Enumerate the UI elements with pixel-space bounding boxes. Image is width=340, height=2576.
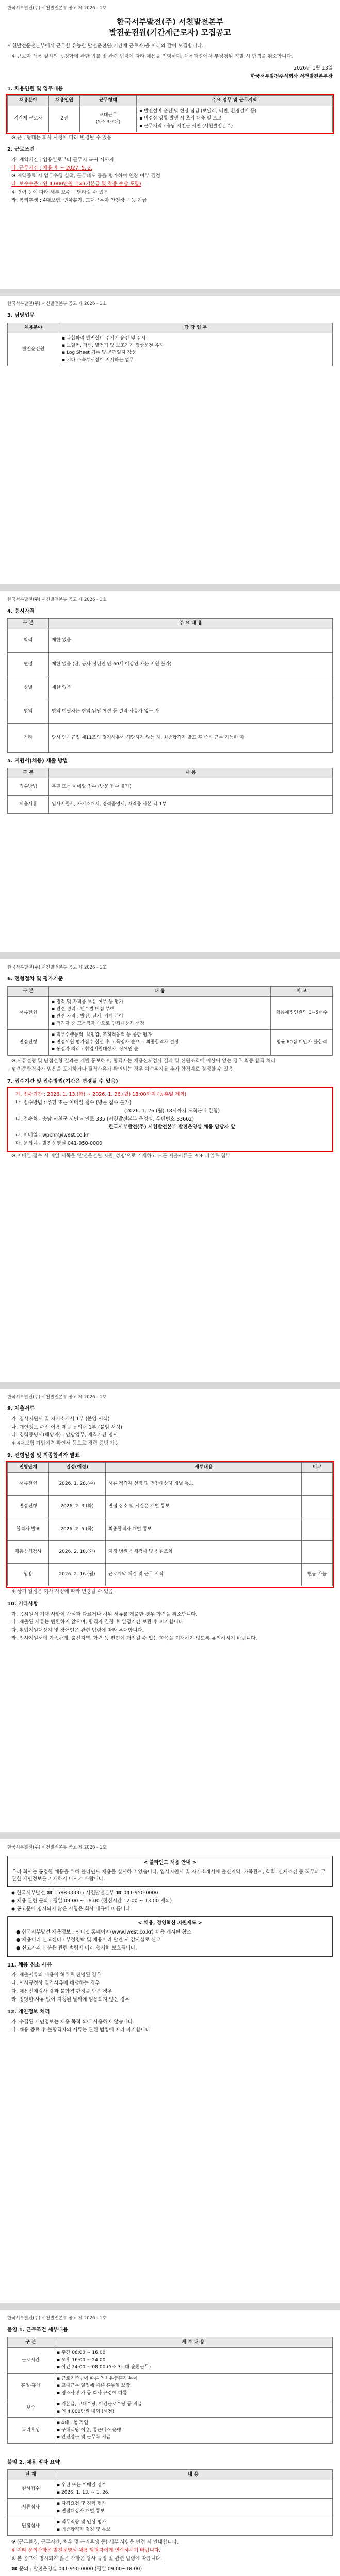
submission-table	[7, 768, 333, 814]
table-row: 서류전형 ▪ 경력 및 자격증 보유 여부 등 평가 ▪ 관련 경력 : 년수별 배점 부여 ▪ 관련 자격 : 발전, 전기, 기계 분야 ▪ 적격자 중 고득점자 순으로 면접대상자 선정 채용예정인원의 3~5배수	[8, 996, 333, 1029]
table-row	[8, 333, 333, 366]
table-row: 접수방법 우편 또는 이메일 접수 (방문 접수 불가)	[8, 778, 333, 796]
th: 담 당 업 무	[59, 323, 333, 333]
table-row	[8, 106, 333, 132]
page-4	[0, 959, 340, 1382]
cond-item: 라. 복리후생 : 4대보험, 연차휴가, 교대근무자 안전장구 등 지급	[11, 197, 147, 204]
td-duties: ▪ 발전설비 운전 및 현장 점검 (보일러, 터빈, 환경설비 등) ▪ 비정상 상황 발생 시 초기 대응 및 보고 ▪ 근무지역 : 충남 서천군 서면 (서천발전본부)	[137, 106, 333, 132]
th: 일정(예정)	[49, 1463, 106, 1473]
conditions-table	[7, 2337, 333, 2444]
th: 주요 업무 및 근무지역	[137, 96, 333, 106]
section-title: 12. 개인정보 처리	[7, 2009, 50, 2015]
table-row: 서류전형 2026. 1. 28.(수) 서류 적격자 선정 및 면접대상자 개별 통보	[8, 1473, 333, 1496]
note-item: ※ 서류전형 및 면접전형 결과는 개별 통보하며, 합격자는 채용신체검사 결과 및 신원조회에 이상이 없는 경우 최종 합격 처리	[11, 1058, 276, 1064]
page-header: 한국서부발전(주) 서천발전본부 공고 제 2026 - 1호	[7, 965, 107, 970]
table-row: 병역 병역 미필자는 현역 입영 예정 등 결격 사유가 없는 자	[8, 700, 333, 723]
date-block	[7, 65, 333, 80]
section-title: 5. 지원서(채용) 제출 방법	[7, 758, 68, 764]
td-field: 발전운전원	[8, 333, 59, 366]
table-row: 임용 2026. 2. 16.(월) 근로계약 체결 및 근무 시작 변동 가능	[8, 1564, 333, 1586]
table-row: 휴일·휴가 ▪ 근로기준법에 따른 연차유급휴가 부여 ▪ 교대근무 일정에 따른 휴무일 보장 ▪ 경조사 휴가 등 회사 규정에 따름	[8, 2374, 333, 2399]
section-title: 10. 기타사항	[7, 1601, 38, 1607]
th: 구 분	[8, 768, 49, 778]
th: 단 계	[8, 2469, 54, 2480]
intro-notice: ※ 근로자 채용 절차의 공정화에 관한 법률 및 관련 법령에 따라 채용을 진행하며, 채용과정에서 부정행위 적발 시 합격을 취소합니다.	[11, 53, 293, 59]
table-row: 학력 제한 없음	[8, 629, 333, 652]
section-title: 2. 근로조건	[7, 147, 35, 153]
td-duties: ▪ 복합화력 발전설비 주기기 운전 및 감시 ▪ 보일러, 터빈, 발전기 및 보조기기 정상운전 유지 ▪ Log Sheet 기록 및 운전일지 작성 ▪ 기타 소속부서장이 지시하는 업무	[59, 333, 333, 366]
section-title: 8. 제출서류	[7, 1406, 35, 1412]
table-row: 면접전형 2026. 2. 3.(화) 면접 장소 및 시간은 개별 통보	[8, 1496, 333, 1518]
note-item: ※ 이메일 접수 시 메일 제목을 '발전운전원 지원_성명'으로 기재하고 모든 제출서류를 PDF 파일로 첨부	[11, 1153, 231, 1159]
table-row: 합격자 발표 2026. 2. 5.(목) 최종합격자 개별 통보	[8, 1518, 333, 1541]
page-7: 한국서부발전(주) 서천발전본부 공고 제 2026 - 1호 붙임 1. 근무조건 세부내용 구 분 세 부 내 용 근로시간 ▪ 주간 08:00 ~ 16:00 ▪ 오후 16:00 ~ 24:00 ▪ 야간 24:00 ~ 08:00 (5조 3교대 순환근무) 휴일·휴가 ▪ 근로기준법에 따른 연차유급휴가 부여 ▪ 교대근무 일정에 따른 휴무일 보장 ▪ 경조사 휴가 등 회사 규정에 따름 보수 ▪ 기본급, 교대수당, 야간근로수당 등 지급 ▪ 연 4,000만원 내외 (세전) 복리후생 ▪ 4대보험 가입 ▪ 구내식당 이용, 통근버스 운행 ▪ 안전장구 및 근무복 지급 붙임 2. 채용 절차 요약 단 계 내 용 원서접수 ▪ 우편 또는 이메일 접수 ▪ 2026. 1. 13. ~ 1. 26. 서류심사 ▪ 자격요건 및 경력 평가 ▪ 면접대상자 개별 통보 면접심사 ▪ 직무역량 및 인성 평가 ▪ 최종합격자 결정 및 통보 ※ (근무환경, 근무시간, 처우 및 복리후생 등) 세부 사항은 면접 시 안내합니다. ※ 기타 문의사항은 발전운영실 채용 담당자에게 연락하시기 바랍니다. ※ 본 공고에 명시되지 않은 사항은 당사 규정 및 관련 법령에 따릅니다. ☎ 문의 : 발전운영실 041-950-0000 (평일 09:00~18:00)	[0, 2310, 340, 2576]
th: 주 요 내 용	[49, 618, 333, 629]
th: 채용분야	[8, 323, 59, 333]
section-title: 7. 접수기간 및 접수방법(기간은 변경될 수 있음)	[7, 1078, 118, 1084]
section-title: 6. 전형절차 및 평가기준	[7, 976, 63, 982]
th: 구 분	[8, 2337, 54, 2347]
th: 비고	[302, 1463, 333, 1473]
table-note: ※ 근무형태는 회사 사정에 따라 변경될 수 있음	[11, 134, 112, 141]
th: 채용인원	[49, 96, 80, 106]
section-title: 9. 전형일정 및 최종합격자 발표	[7, 1452, 80, 1459]
table-row: 서류심사 ▪ 자격요건 및 경력 평가 ▪ 면접대상자 개별 통보	[8, 2499, 333, 2517]
section-title: 3. 담당업무	[7, 313, 35, 319]
blind-hiring-box: < 블라인드 채용 안내 > 우리 회사는 공정한 채용을 위해 블라인드 채용을 실시하고 있습니다. 입사지원서 및 자기소개서에 출신지역, 가족관계, 학력, 신체조건 등 직무와 무관한 개인정보를 기재하지 마시기 바랍니다.	[7, 1856, 333, 1886]
th: 구 분	[8, 618, 49, 629]
td-field: 기간제 근로자	[8, 106, 49, 132]
page-header: 한국서부발전(주) 서천발전본부 공고 제 2026 - 1호	[7, 597, 107, 602]
support-box: < 채용, 경영혁신 지원제도 > ● 한국서부발전 채용정보 : 인터넷 홈페이지(www.iwest.co.kr) 채용 게시판 참조 ● 채용비리 신고센터 : 부정청탁 및 채용비리 발견 시 감사실로 신고 ● 신고자의 신분은 관련 법령에 따라 철저히 보호됩니다.	[7, 1916, 333, 1957]
page-header: 한국서부발전(주) 서천발전본부 공고 제 2026 - 1호	[7, 2316, 107, 2321]
table-row: 근로시간 ▪ 주간 08:00 ~ 16:00 ▪ 오후 16:00 ~ 24:00 ▪ 야간 24:00 ~ 08:00 (5조 3교대 순환근무)	[8, 2347, 333, 2373]
table-row: 연령 제한 없음 (단, 공사 정년인 만 60세 이상인 자는 지원 불가)	[8, 652, 333, 676]
schedule-table	[7, 1462, 333, 1586]
page-2	[0, 296, 340, 584]
announce-org: 한국서부발전주식회사 서천발전본부장	[250, 74, 333, 80]
reception-box: 가. 접수기간 : 2026. 1. 13.(화) ~ 2026. 1. 26.(월) 18:00까지 (공휴일 제외) 나. 접수방법 : 우편 또는 이메일 접수 (방문 접수 불가) (2026. 1. 26.(월) 18시까지 도착분에 한함) 다. 접수처 : 충남 서천군 서면 서인로 335 (서천발전본부 운영실, 우편번호 33662) 한국서부발전(주) 서천발전본부 발전운영실 채용 담당자 앞 라. 이메일 : wpchr@iwest.co.kr 마. 문의처 : 발전운영실 041-950-0000	[8, 1088, 332, 1150]
announce-date: 2026년 1월 13일	[294, 65, 333, 72]
section-title: 11. 채용 취소 사유	[7, 1962, 52, 1968]
section-title: 4. 응시자격	[7, 608, 35, 615]
note-item: ※ 최종합격자가 임용을 포기하거나 결격사유가 확인되는 경우 차순위자를 추가 합격자로 결정할 수 있음	[11, 1066, 233, 1072]
page-6: 한국서부발전(주) 서천발전본부 공고 제 2026 - 1호 < 블라인드 채용 안내 > 우리 회사는 공정한 채용을 위해 블라인드 채용을 실시하고 있습니다. 입사지원서 및 자기소개서에 출신지역, 가족관계, 학력, 신체조건 등 직무와 무관한 개인정보를 기재하지 마시기 바랍니다. ◆ 한국서부발전 ☎ 1588-0000 / 서천발전본부 ☎ 041-950-0000 ◆ 채용 관련 문의 : 평일 09:00 ~ 18:00 (점심시간 12:00 ~ 13:00 제외) ◆ 공고문에 명시되지 않은 사항은 회사 내규에 따릅니다. < 채용, 경영혁신 지원제도 > ● 한국서부발전 채용정보 : 인터넷 홈페이지(www.iwest.co.kr) 채용 게시판 참조 ● 채용비리 신고센터 : 부정청탁 및 채용비리 발견 시 감사실로 신고 ● 신고자의 신분은 관련 법령에 따라 철저히 보호됩니다. 11. 채용 취소 사유 가. 제출서류의 내용이 허위로 판명된 경우 나. 인사규정상 결격사유에 해당하는 경우 다. 채용신체검사 결과 불합격 판정을 받은 경우 라. 정당한 사유 없이 지정된 날짜에 임용되지 않은 경우 12. 개인정보 처리 가. 수집된 개인정보는 채용 목적 외에 사용하지 않습니다. 나. 채용 종료 후 불합격자의 서류는 관련 법령에 따라 파기합니다.	[0, 1839, 340, 2303]
table-row: 제출서류 입사지원서, 자기소개서, 경력증명서, 자격증 사본 각 1부	[8, 796, 333, 814]
page-5: 한국서부발전(주) 서천발전본부 공고 제 2026 - 1호 8. 제출서류 가. 입사지원서 및 자기소개서 1부 (붙임 서식) 나. 개인정보 수집·이용·제공 동의서 1부 (붙임 서식) 다. 경력증명서(해당자) : 담당업무, 재직기간 명시 ※ 4대보험 가입이력 확인서 등으로 경력 증빙 가능 9. 전형일정 및 최종합격자 발표 전형단계 일정(예정) 세부내용 비고 서류전형 2026. 1. 28.(수) 서류 적격자 선정 및 면접대상자 개별 통보 면접전형 2026. 2. 3.(화) 면접 장소 및 시간은 개별 통보 합격자 발표 2026. 2. 5.(목) 최종합격자 개별 통보 채용신체검사 2026. 2. 10.(화) 지정 병원 신체검사 및 신원조회 임용 2026. 2. 16.(월) 근로계약 체결 및 근무 시작 변동 가능 ※ 상기 일정은 회사 사정에 따라 변경될 수 있음 10. 기타사항 가. 응시원서 기재 사항이 사실과 다르거나 허위 서류를 제출한 경우 합격을 취소합니다. 나. 제출된 서류는 반환하지 않으며, 합격자 결정 후 일정기간 보관 후 파기합니다. 다. 취업지원대상자 및 장애인은 관련 법령에 따라 우대합니다. 라. 입사지원서에 가족관계, 출신지역, 학력 등 편견이 개입될 수 있는 항목을 기재하지 않도록 유의하시기 바랍니다.	[0, 1389, 340, 1832]
section-title: 1. 채용인원 및 업무내용	[7, 86, 63, 92]
th: 근무형태	[80, 96, 137, 106]
td-count: 2명	[49, 106, 80, 132]
table-row: 채용신체검사 2026. 2. 10.(화) 지정 병원 신체검사 및 신원조회	[8, 1541, 333, 1564]
th: 전형단계	[8, 1463, 49, 1473]
selection-table	[7, 986, 333, 1056]
duty-table	[7, 323, 333, 366]
cond-item: 다. 보수수준 : 연 4,000만원 내외(기본급 및 각종 수당 포함)	[11, 181, 141, 188]
th: 비 고	[271, 986, 333, 996]
recruit-table	[7, 95, 333, 132]
cond-item: ※ 경력 등에 따라 세부 보수는 달라질 수 있음	[11, 189, 109, 195]
process-table	[7, 2469, 333, 2536]
table-row: 기타 당사 인사규정 제11조의 결격사유에 해당하지 않는 자, 최종합격자 발표 후 즉시 근무 가능한 자	[8, 723, 333, 752]
table-row: 면접전형 ▪ 직무수행능력, 책임감, 조직적응력 등 종합 평가 ▪ 면접위원 평가점수 합산 후 고득점자 순으로 최종합격자 결정 ▪ 동점자 처리 : 취업지원대상자, 장애인 순 평균 60점 미만자 불합격	[8, 1030, 333, 1056]
intro-text: 서천발전운전본부에서 근무할 유능한 발전운전원(기간제 근로자)을 아래와 같이 모집합니다.	[7, 43, 204, 49]
th: 세부내용	[106, 1463, 302, 1473]
th: 세 부 내 용	[54, 2337, 333, 2347]
th: 내 용	[54, 2469, 333, 2480]
section-title: 붙임 2. 채용 절차 요약	[7, 2460, 60, 2466]
section-title: 붙임 1. 근무조건 세부내용	[7, 2327, 68, 2333]
th: 내 용	[49, 986, 271, 996]
page-header: 한국서부발전(주) 서천발전본부 공고 제 2026 - 1호	[7, 1395, 107, 1400]
page-1	[0, 0, 340, 289]
cond-item: 가. 계약기간 : 임용일로부터 근무지 복귀 시까지	[11, 157, 114, 163]
eligibility-table	[7, 618, 333, 753]
table-row: 성별 제한 없음	[8, 676, 333, 700]
th: 채용분야	[8, 96, 49, 106]
page-3	[0, 591, 340, 952]
page-header: 한국서부발전(주) 서천발전본부 공고 제 2026 - 1호	[7, 1845, 107, 1850]
page-header: 한국서부발전(주) 서천발전본부 공고 제 2026 - 1호	[7, 6, 107, 11]
th: 구 분	[8, 986, 49, 996]
page-header: 한국서부발전(주) 서천발전본부 공고 제 2026 - 1호	[7, 301, 107, 307]
table-row: 면접심사 ▪ 직무역량 및 인성 평가 ▪ 최종합격자 결정 및 통보	[8, 2517, 333, 2536]
table-row: 보수 ▪ 기본급, 교대수당, 야간근로수당 등 지급 ▪ 연 4,000만원 내외 (세전)	[8, 2399, 333, 2418]
cond-item: 나. 근무기간 : 채용 후 ~ 2027. 5. 2.	[11, 165, 93, 171]
cond-item: ※ 계약종료 시 업무수행 실적, 근무태도 등을 평가하여 연장 여부 결정	[11, 173, 160, 179]
page-title: 한국서부발전(주) 서천발전본부 발전운전원(기간제근로자) 모집공고	[109, 17, 231, 37]
th: 내 용	[49, 768, 333, 778]
table-row: 원서접수 ▪ 우편 또는 이메일 접수 ▪ 2026. 1. 13. ~ 1. 26.	[8, 2480, 333, 2498]
contact-line: ☎ 문의 : 발전운영실 041-950-0000 (평일 09:00~18:00)	[11, 2566, 142, 2572]
table-row: 복리후생 ▪ 4대보험 가입 ▪ 구내식당 이용, 통근버스 운행 ▪ 안전장구 및 근무복 지급	[8, 2418, 333, 2444]
td-type: 교대근무 (5조 3교대)	[80, 106, 137, 132]
